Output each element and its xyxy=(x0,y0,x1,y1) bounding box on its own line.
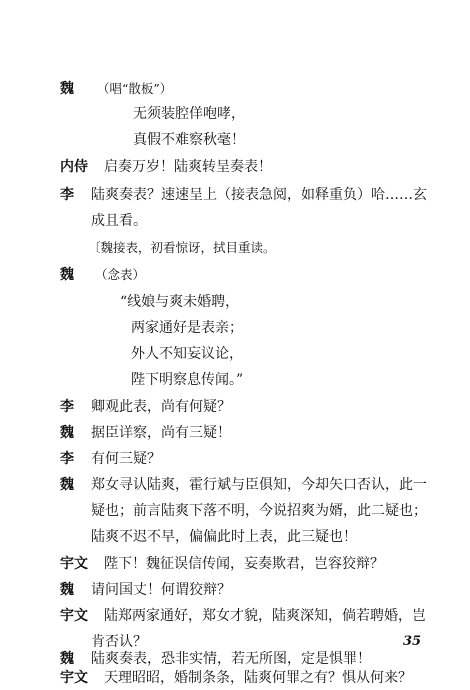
dialogue-line: 陆爽奏表？速速呈上（接表急阅，如释重负）哈……玄 xyxy=(91,187,427,203)
speaker-label: 李 xyxy=(60,187,74,203)
speaker-label: 魏 xyxy=(60,81,74,97)
dialogue-line: 有何三疑？ xyxy=(91,451,161,467)
verse-line: 两家通好是表亲； xyxy=(131,320,243,336)
dialogue-line: 郑女寻认陆爽，霍行斌与臣俱知，今却矢口否认，此一 xyxy=(91,477,427,493)
speaker-label: 宇文 xyxy=(60,556,88,572)
verse-line: 无须装腔佯咆哮， xyxy=(133,106,245,122)
dialogue-line: 请问国丈！何谓狡辩？ xyxy=(91,582,231,598)
stage-direction: （念表） xyxy=(95,267,146,282)
dialogue-line: 据臣详察，尚有三疑！ xyxy=(91,425,231,441)
speaker-label: 魏 xyxy=(60,582,74,598)
verse-line: “线娘与爽未婚聘， xyxy=(120,294,240,310)
verse-line: 真假不难察秋毫！ xyxy=(133,132,245,148)
dialogue-line: 疑也；前言陆爽下落不明，今说招爽为婿，此二疑也； xyxy=(91,503,427,519)
page-number: 35 xyxy=(403,634,422,649)
dialogue-line: 卿观此表，尚有何疑？ xyxy=(91,399,231,415)
speaker-label: 内侍 xyxy=(60,159,88,175)
dialogue-line: 陆爽奏表，恐非实情，若无所图，定是惧罪！ xyxy=(91,651,371,667)
verse-line: 陛下明察息传闻。” xyxy=(131,372,244,388)
stage-direction: （唱“散板”） xyxy=(97,81,173,96)
speaker-label: 魏 xyxy=(60,267,74,283)
speaker-label: 李 xyxy=(60,451,74,467)
verse-line: 外人不知妄议论， xyxy=(131,346,243,362)
speaker-label: 魏 xyxy=(60,477,74,493)
dialogue-line: 成且看。 xyxy=(91,213,147,229)
speaker-label: 宇文 xyxy=(60,608,88,624)
dialogue-line: 启奏万岁！陆爽转呈奏表！ xyxy=(104,159,272,175)
dialogue-line: 陆爽不迟不早，偏偏此时上表，此三疑也！ xyxy=(91,529,357,545)
speaker-label: 魏 xyxy=(60,651,74,667)
dialogue-line: 陆郑两家通好，郑女才貌，陆爽深知，倘若聘婚，岂 xyxy=(104,608,426,624)
dialogue-line: 天理昭昭，婚制条条，陆爽何罪之有？惧从何来？ xyxy=(104,670,412,686)
speaker-label: 宇文 xyxy=(60,670,88,686)
speaker-label: 魏 xyxy=(60,425,74,441)
dialogue-line: 陛下！魏征误信传闻，妄奏欺君，岂容狡辩？ xyxy=(104,556,384,572)
dialogue-line: 肯否认？ xyxy=(91,634,147,650)
stage-direction: 〔魏接表，初看惊讶，拭目重读。 xyxy=(88,240,276,255)
speaker-label: 李 xyxy=(60,399,74,415)
